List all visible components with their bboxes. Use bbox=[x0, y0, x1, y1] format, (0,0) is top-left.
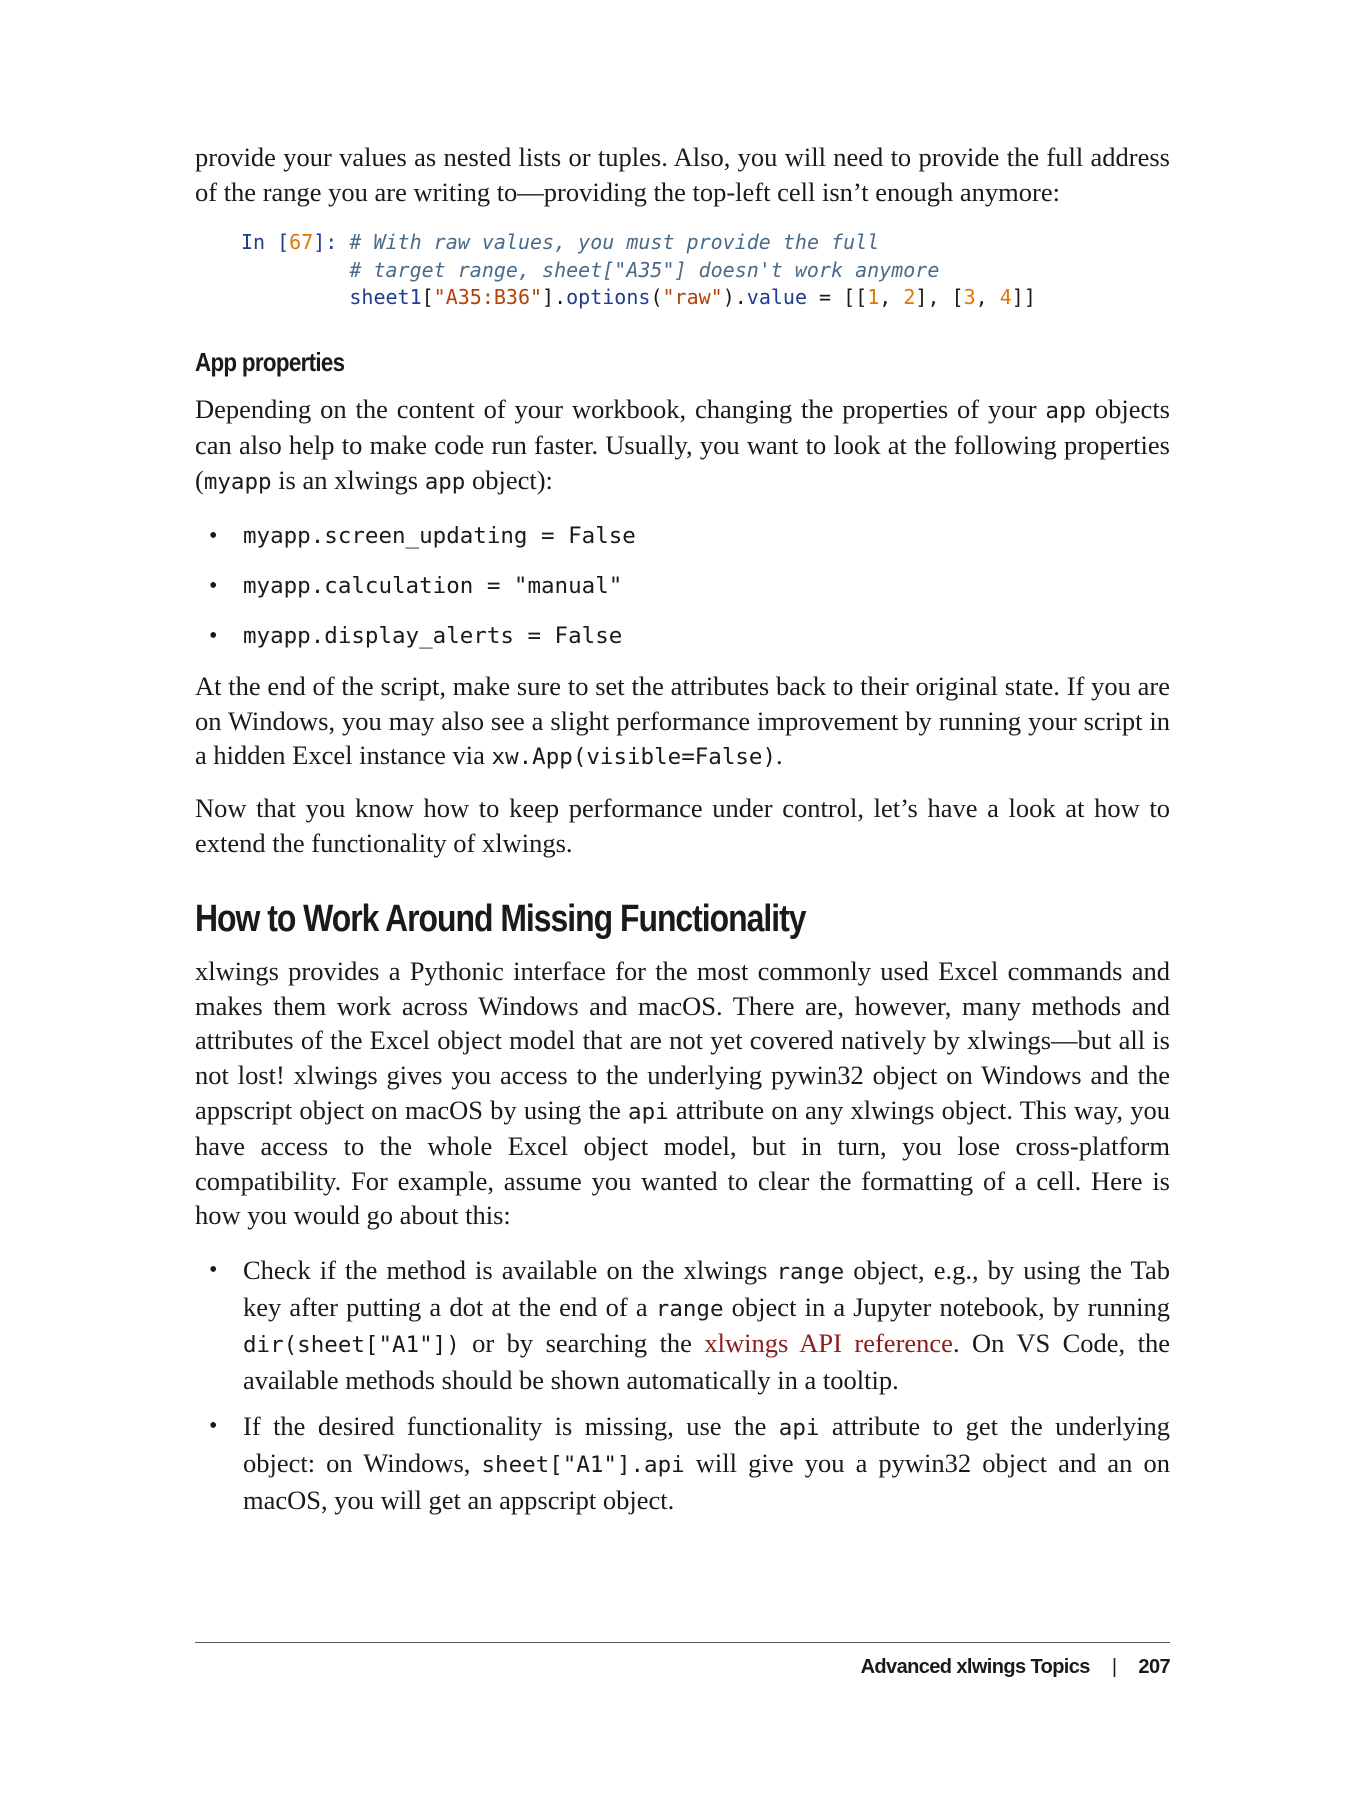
code-prompt: In [67]: bbox=[241, 230, 350, 255]
list-item: • If the desired functionality is missing, use the api attribute to get the underlying object: on Windows, sheet["A1"].api will give you a pywin32 object and an on macOS, you will get an appscript object. bbox=[209, 1411, 1170, 1515]
restore-attributes-paragraph: At the end of the script, make sure to set the attributes back to their original state. If you are on Windows, you may also see a slight performance improvement by running your script in a hidden Excel instance via xw.App(visible=False). bbox=[195, 671, 1170, 771]
missing-functionality-paragraph: xlwings provides a Pythonic interface for the most commonly used Excel commands and makes them work across Windows and macOS. There are, however, many methods and attributes of the Excel object model that are not yet covered natively by xlwings—but all is not lost! xlwings gives you access to the underlying pywin32 object on Windows and the appscript object on macOS by using the api attribute on any xlwings object. This way, you have access to the whole Excel object model, but in turn, you lose cross-platform compatibility. For example, assume you wanted to clear the formatting of a cell. Here is how you would go about this: bbox=[195, 956, 1170, 1231]
api-reference-link[interactable]: xlwings API reference bbox=[704, 1328, 953, 1359]
list-item: • myapp.display_alerts = False bbox=[195, 619, 1170, 654]
list-item: • Check if the method is available on the xlwings range object, e.g., by using the Tab key after putting a dot at the end of a range object in a Jupyter notebook, by running dir(sheet["A1"]) or by searching the xlwings API reference. On VS Code, the available methods should be shown automatically in a tooltip. bbox=[209, 1254, 1171, 1395]
app-properties-list bbox=[195, 519, 1170, 653]
footer-chapter-title: Advanced xlwings Topics bbox=[860, 1656, 1090, 1678]
page-content bbox=[195, 140, 1170, 1533]
bullet-icon: • bbox=[209, 1256, 218, 1283]
missing-functionality-list bbox=[195, 1253, 1170, 1517]
code-comment-1: # With raw values, you must provide the full bbox=[349, 230, 880, 255]
intro-paragraph: provide your values as nested lists or tuples. Also, you will need to provide the full address of the range you are writing to—providing the top-left cell isn’t enough anymore: bbox=[195, 142, 1170, 207]
bullet-icon: • bbox=[209, 573, 218, 600]
page-number: 207 bbox=[1138, 1656, 1170, 1678]
code-comment-2: # target range, sheet["A35"] doesn't work anymore bbox=[349, 257, 940, 282]
bullet-icon: • bbox=[209, 523, 218, 550]
section-heading: How to Work Around Missing Functionality bbox=[195, 898, 806, 941]
app-properties-heading: App properties bbox=[195, 346, 345, 377]
list-item: • myapp.calculation = "manual" bbox=[195, 569, 1170, 604]
transition-paragraph: Now that you know how to keep performance under control, let’s have a look at how to extend the functionality of xlwings. bbox=[195, 793, 1170, 858]
code-block bbox=[241, 229, 1170, 312]
list-item: • myapp.screen_updating = False bbox=[195, 519, 1170, 554]
footer-separator: | bbox=[1111, 1656, 1117, 1678]
bullet-icon: • bbox=[209, 622, 218, 649]
app-properties-paragraph: Depending on the content of your workbook, changing the properties of your app objects can also help to make code run faster. Usually, you want to look at the following properties (myapp is an xlwings app object): bbox=[195, 393, 1170, 495]
page-footer bbox=[861, 1656, 1170, 1679]
code-statement: sheet1["A35:B36"].options("raw").value = [[1, 2], [3, 4]] bbox=[349, 285, 1036, 310]
footer-divider bbox=[195, 1642, 1170, 1643]
bullet-icon: • bbox=[209, 1413, 218, 1440]
